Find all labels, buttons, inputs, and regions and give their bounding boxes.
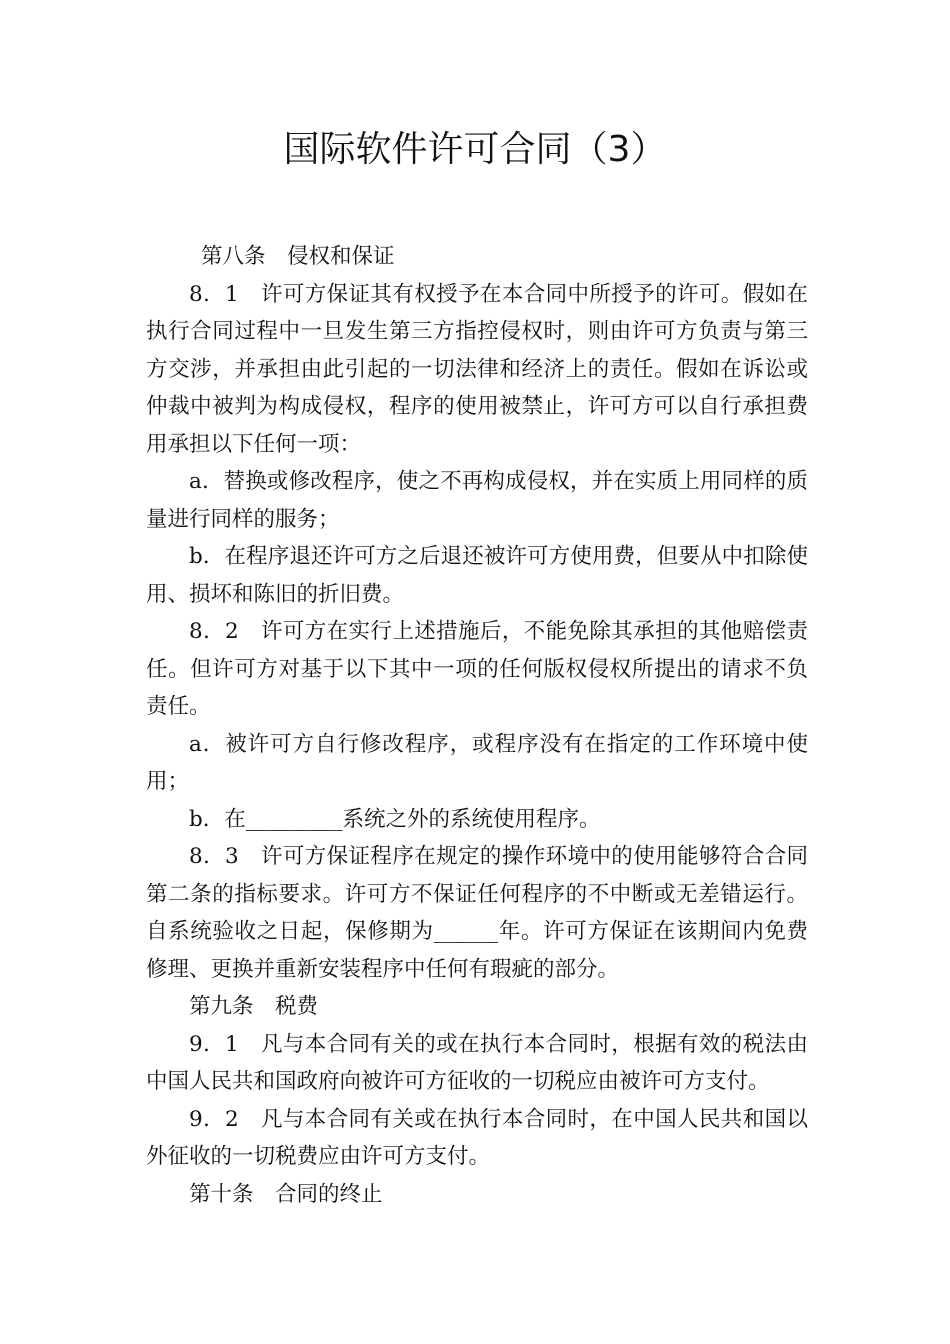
article-heading: 第十条 合同的终止	[189, 1181, 383, 1207]
clause-paragraph: 9．2 凡与本合同有关或在执行本合同时，在中国人民共和国以外征收的一切税费应由许可方支付。	[146, 1106, 808, 1169]
clause-paragraph: 8．2 许可方在实行上述措施后，不能免除其承担的其他赔偿责任。但许可方对基于以下其中一项的任何版权侵权所提出的请求不负责任。	[146, 619, 808, 719]
clause-paragraph: 8．1 许可方保证其有权授予在本合同中所授予的许可。假如在执行合同过程中一旦发生第三方指控侵权时，则由许可方负责与第三方交涉，并承担由此引起的一切法律和经济上的责任。假如在诉讼或仲裁中被判为构成侵权，程序的使用被禁止，许可方可以自行承担费用承担以下任何一项：	[146, 281, 808, 457]
article-heading: 第九条 税费	[189, 994, 319, 1019]
document-body	[146, 238, 808, 1213]
clause-paragraph: 9．1 凡与本合同有关的或在执行本合同时，根据有效的税法由中国人民共和国政府向被许可方征收的一切税应由被许可方支付。	[146, 1031, 808, 1094]
clause-item: b．在_________系统之外的系统使用程序。	[189, 806, 601, 832]
clause-item: a．替换或修改程序，使之不再构成侵权，并在实质上用同样的质量进行同样的服务；	[146, 469, 808, 532]
clause-paragraph: 8．3 许可方保证程序在规定的操作环境中的使用能够符合合同第二条的指标要求。许可方不保证任何程序的不中断或无差错运行。自系统验收之日起，保修期为______年。许可方保证在该期间内免费修理、更换并重新安装程序中任何有瑕疵的部分。	[146, 844, 808, 982]
document-title: 国际软件许可合同（3）	[283, 129, 667, 170]
article-heading: 第八条 侵权和保证	[201, 244, 395, 269]
clause-item: a．被许可方自行修改程序，或程序没有在指定的工作环境中使用；	[146, 731, 808, 794]
clause-item: b．在程序退还许可方之后退还被许可方使用费，但要从中扣除使用、损坏和陈旧的折旧费。	[146, 544, 808, 607]
